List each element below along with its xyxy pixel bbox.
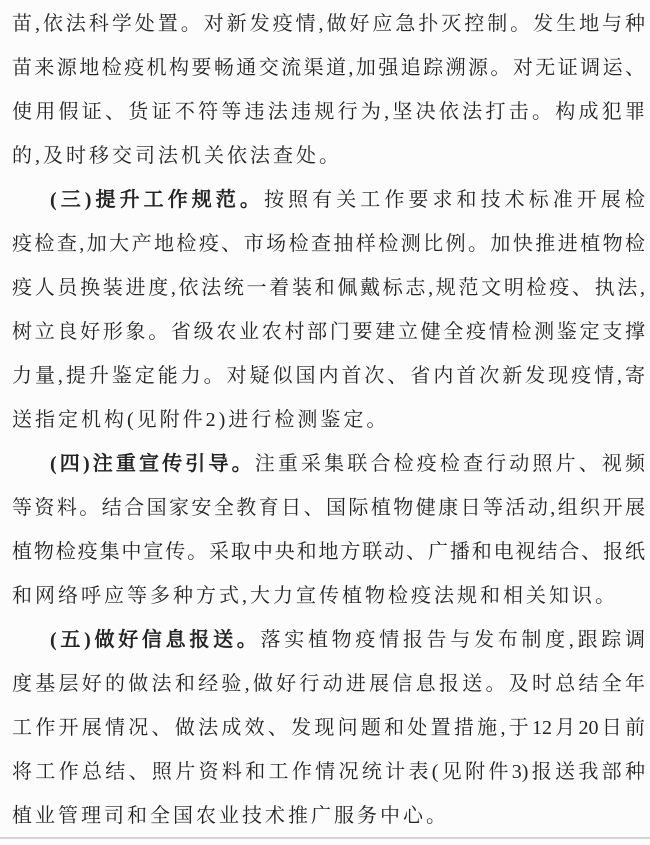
text-line: 的,及时移交司法机关依法查处。	[12, 145, 342, 167]
paragraph-lead: (五)做好信息报送。	[50, 629, 261, 651]
paragraph-lead: (四)注重宣传引导。	[50, 453, 255, 475]
paragraph	[12, 442, 645, 618]
paragraph	[12, 2, 645, 178]
text-line: (五)做好信息报送。落实植物疫情报告与发布制度,跟踪调	[50, 629, 646, 651]
text-line: 植业管理司和全国农业技术推广服务中心。	[12, 805, 449, 827]
text-line: 苗来源地检疫机构要畅通交流渠道,加强追踪溯源。对无证调运、	[12, 57, 645, 79]
text-line: 等资料。结合国家安全教育日、国际植物健康日等活动,组织开展	[12, 497, 645, 519]
text-line: 工作开展情况、做法成效、发现问题和处置措施,于12月20日前	[12, 717, 645, 739]
text-line: 力量,提升鉴定能力。对疑似国内首次、省内首次新发现疫情,寄	[12, 365, 645, 387]
text-line: (三)提升工作规范。按照有关工作要求和技术标准开展检	[50, 189, 646, 211]
text-line: 送指定机构(见附件2)进行检测鉴定。	[12, 409, 390, 431]
text-line: 植物检疫集中宣传。采取中央和地方联动、广播和电视结合、报纸	[12, 541, 645, 563]
paragraph	[12, 618, 645, 838]
text-line: 疫检查,加大产地检疫、市场检查抽样检测比例。加快推进植物检	[12, 233, 645, 255]
paragraph	[12, 178, 645, 442]
text-line: (四)注重宣传引导。注重采集联合检疫检查行动照片、视频	[50, 453, 645, 475]
text-line: 和网络呼应等多种方式,大力宣传植物检疫法规和相关知识。	[12, 585, 618, 607]
page-bottom-edge	[0, 837, 650, 839]
text-line: 疫人员换装进度,依法统一着装和佩戴标志,规范文明检疫、执法,	[12, 277, 645, 299]
text-line: 将工作总结、照片资料和工作情况统计表(见附件3)报送我部种	[12, 761, 645, 783]
text-line: 树立良好形象。省级农业农村部门要建立健全疫情检测鉴定支撑	[12, 321, 645, 343]
text-line: 度基层好的做法和经验,做好行动进展信息报送。及时总结全年	[12, 673, 645, 695]
text-line: 使用假证、货证不符等违法违规行为,坚决依法打击。构成犯罪	[12, 101, 645, 123]
text-line: 苗,依法科学处置。对新发疫情,做好应急扑灭控制。发生地与种	[12, 13, 645, 35]
paragraph-lead: (三)提升工作规范。	[50, 189, 264, 211]
